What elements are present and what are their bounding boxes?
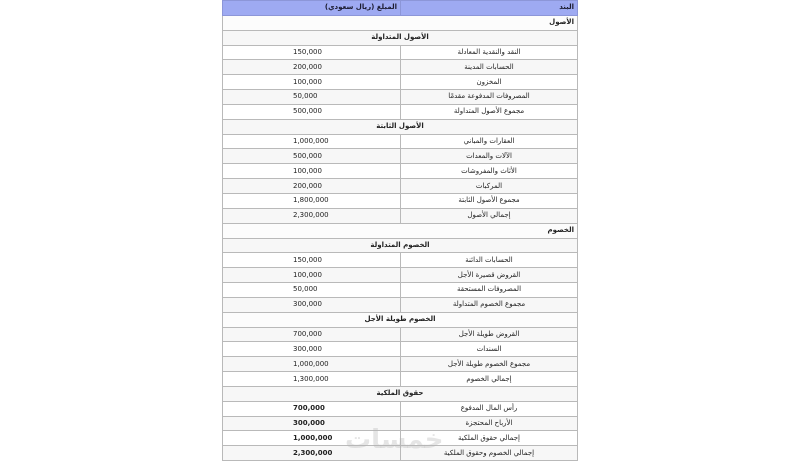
item-label: مجموع الأصول الثابتة <box>401 193 578 208</box>
table-row <box>223 342 578 357</box>
subsection-label: الأصول الثابتة <box>223 119 578 134</box>
table-row <box>223 253 578 268</box>
subsection-row <box>223 238 578 253</box>
item-label: إجمالي الخصوم وحقوق الملكية <box>401 446 578 461</box>
item-label: العقارات والمباني <box>401 134 578 149</box>
header-amount: المبلغ (ريال سعودي) <box>223 1 401 16</box>
item-label: المصروفات المستحقة <box>401 283 578 298</box>
item-amount: 100,000 <box>223 164 401 179</box>
table-row <box>223 446 578 461</box>
subsection-label: الخصوم المتداولة <box>223 238 578 253</box>
table-row <box>223 149 578 164</box>
section-label: الأصول <box>223 15 578 30</box>
table-row <box>223 401 578 416</box>
item-amount: 150,000 <box>223 45 401 60</box>
item-amount: 1,000,000 <box>223 357 401 372</box>
item-amount: 150,000 <box>223 253 401 268</box>
item-amount: 700,000 <box>223 327 401 342</box>
table-row <box>223 372 578 387</box>
item-amount: 1,000,000 <box>223 431 401 446</box>
item-amount: 200,000 <box>223 60 401 75</box>
item-label: إجمالي الخصوم <box>401 372 578 387</box>
item-amount: 300,000 <box>223 297 401 312</box>
table-row <box>223 60 578 75</box>
item-label: إجمالي حقوق الملكية <box>401 431 578 446</box>
subsection-row <box>223 119 578 134</box>
item-amount: 50,000 <box>223 90 401 105</box>
item-label: المركبات <box>401 179 578 194</box>
subsection-label: الأصول المتداولة <box>223 30 578 45</box>
table-row <box>223 179 578 194</box>
item-label: مجموع الخصوم المتداولة <box>401 297 578 312</box>
item-label: الأثاث والمفروشات <box>401 164 578 179</box>
section-row <box>223 15 578 30</box>
item-amount: 300,000 <box>223 342 401 357</box>
balance-sheet-table <box>222 0 578 461</box>
item-label: الآلات والمعدات <box>401 149 578 164</box>
section-row <box>223 223 578 238</box>
item-label: القروض طويلة الأجل <box>401 327 578 342</box>
table-row <box>223 104 578 119</box>
item-amount: 1,000,000 <box>223 134 401 149</box>
table-row <box>223 45 578 60</box>
item-label: الحسابات المدينة <box>401 60 578 75</box>
table-row <box>223 297 578 312</box>
item-label: النقد والنقدية المعادلة <box>401 45 578 60</box>
item-label: المصروفات المدفوعة مقدمًا <box>401 90 578 105</box>
item-amount: 200,000 <box>223 179 401 194</box>
item-label: السندات <box>401 342 578 357</box>
item-label: الأرباح المحتجزة <box>401 416 578 431</box>
table-row <box>223 431 578 446</box>
item-label: القروض قصيرة الأجل <box>401 268 578 283</box>
subsection-row <box>223 386 578 401</box>
item-label: المخزون <box>401 75 578 90</box>
item-label: مجموع الأصول المتداولة <box>401 104 578 119</box>
item-amount: 2,300,000 <box>223 446 401 461</box>
balance-sheet <box>222 0 577 461</box>
item-amount: 100,000 <box>223 268 401 283</box>
subsection-row <box>223 312 578 327</box>
table-row <box>223 283 578 298</box>
item-amount: 1,300,000 <box>223 372 401 387</box>
item-amount: 300,000 <box>223 416 401 431</box>
item-amount: 50,000 <box>223 283 401 298</box>
subsection-label: الخصوم طويلة الأجل <box>223 312 578 327</box>
watermark: خمسات <box>345 425 444 455</box>
table-row <box>223 327 578 342</box>
item-amount: 700,000 <box>223 401 401 416</box>
item-amount: 100,000 <box>223 75 401 90</box>
header-row <box>223 1 578 16</box>
section-label: الخصوم <box>223 223 578 238</box>
subsection-label: حقوق الملكية <box>223 386 578 401</box>
table-row <box>223 134 578 149</box>
item-label: إجمالي الأصول <box>401 208 578 223</box>
item-amount: 500,000 <box>223 104 401 119</box>
table-body <box>223 15 578 460</box>
table-row <box>223 90 578 105</box>
item-amount: 500,000 <box>223 149 401 164</box>
item-amount: 2,300,000 <box>223 208 401 223</box>
table-row <box>223 164 578 179</box>
item-label: مجموع الخصوم طويلة الأجل <box>401 357 578 372</box>
subsection-row <box>223 30 578 45</box>
table-row <box>223 208 578 223</box>
item-label: رأس المال المدفوع <box>401 401 578 416</box>
table-row <box>223 268 578 283</box>
table-row <box>223 357 578 372</box>
table-row <box>223 416 578 431</box>
table-row <box>223 75 578 90</box>
header-item: البند <box>401 1 578 16</box>
table-row <box>223 193 578 208</box>
item-amount: 1,800,000 <box>223 193 401 208</box>
item-label: الحسابات الدائنة <box>401 253 578 268</box>
